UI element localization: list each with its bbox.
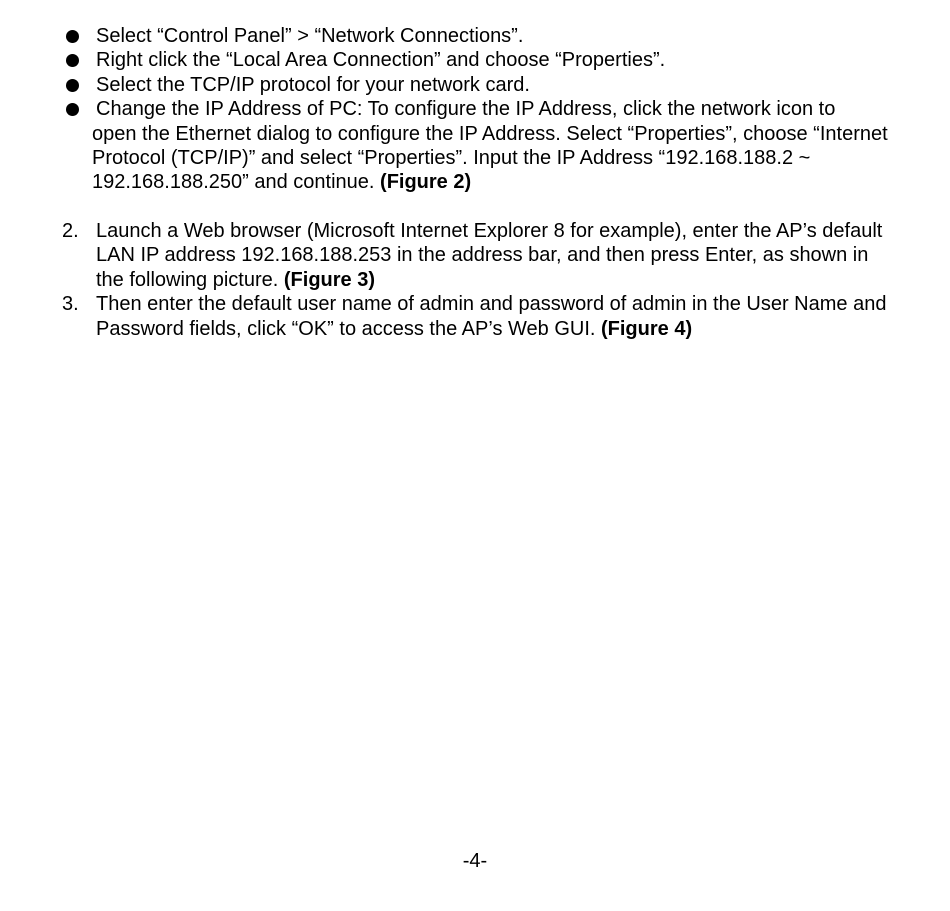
bullet-text: Right click the “Local Area Connection” and choose “Properties”.: [96, 49, 666, 72]
bullet-dot-icon: [66, 30, 79, 43]
bullet-item: [0, 97, 950, 195]
bullet-item: [0, 48, 950, 72]
step-number: 2.: [62, 220, 79, 242]
step-number: 3.: [62, 293, 79, 316]
bullet-list: [0, 24, 950, 195]
numbered-steps: [0, 219, 950, 341]
bullet-text-rest: open the Ethernet dialog to configure the IP Address. Select “Properties”, choose “Internet Protocol (TCP/IP)” and select “Properties”. Input the IP Address “192.168.188.2 ~ 192.168.188.250” and continue.: [92, 122, 888, 194]
bullet-dot-icon: [66, 79, 79, 92]
page-number: -4-: [462, 850, 488, 872]
bullet-text: Select “Control Panel” > “Network Connections”.: [96, 25, 524, 47]
bullet-text-continuation: [92, 122, 910, 195]
figure-reference: (Figure 4): [601, 317, 693, 340]
bullet-item: [0, 24, 950, 48]
figure-reference: (Figure 3): [283, 268, 376, 291]
figure-reference: (Figure 2): [380, 171, 472, 194]
bullet-dot-icon: [66, 103, 79, 116]
bullet-text-first-line: Change the IP Address of PC: To configure the IP Address, click the network icon to: [96, 98, 836, 121]
step-text: Then enter the default user name of admin and password of admin in the User Name and Password fields, click “OK” to access the AP’s Web GUI.: [96, 293, 887, 340]
step-item: [0, 292, 950, 341]
bullet-text: Select the TCP/IP protocol for your network card.: [96, 73, 530, 96]
bullet-item: [0, 73, 950, 97]
step-text: Launch a Web browser (Microsoft Internet Explorer 8 for example), enter the AP’s default LAN IP address 192.168.188.253 in the address bar, and then press Enter, as shown in the following picture.: [96, 220, 883, 291]
bullet-dot-icon: [66, 54, 79, 67]
step-item: [0, 219, 950, 292]
